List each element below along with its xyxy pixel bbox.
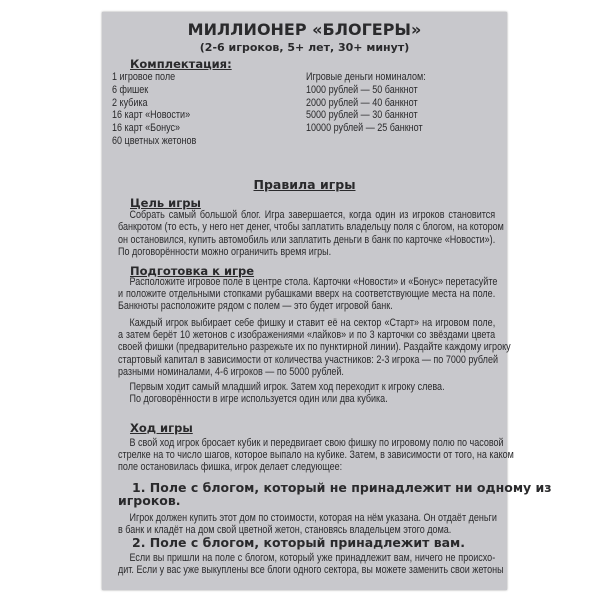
- money-heading: Игровые деньги номиналом:: [306, 71, 426, 83]
- case1-heading: 1. Поле с блогом, который не принадлежит ни одному из: [132, 480, 552, 495]
- goal-text-line: банкротом (то есть, у него нет денег, чтобы заплатить владельцу поля с блогом, на котором: [118, 221, 504, 233]
- prep-text-line: а затем берёт 10 жетонов с изображениями «лайков» и по 3 карточки со звёздами цвета: [118, 329, 496, 341]
- money-item: 5000 рублей — 30 банкнот: [306, 109, 418, 122]
- rules-page: [102, 12, 552, 590]
- prep-text-line: разными номиналами, 4-6 игроков — по 5000 рублей.: [118, 366, 344, 378]
- prep-text-line: Расположите игровое поле в центре стола. Карточки «Новости» и «Бонус» перетасуйте: [129, 276, 498, 288]
- kit-item: 16 карт «Бонус»: [112, 122, 181, 135]
- goal-text-line: Собрать самый большой блог. Игра завершается, когда один из игроков становится: [129, 209, 496, 221]
- prep-text-line: Каждый игрок выбирает себе фишку и ставит её на сектор «Старт» на игровом поле,: [129, 317, 496, 329]
- case1-text-line: в банк и кладёт на дом свой цветной жетон, становясь владельцем этого дома.: [118, 524, 452, 536]
- page-subtitle: (2-6 игроков, 5+ лет, 30+ минут): [199, 41, 410, 54]
- prep-text-line: Первым ходит самый младший игрок. Затем ход переходит к игроку слева.: [129, 381, 445, 393]
- kit-heading: Комплектация:: [130, 57, 232, 71]
- case2-heading: 2. Поле с блогом, который принадлежит вам.: [132, 535, 466, 550]
- case2-text-line: Если вы пришли на поле с блогом, который уже принадлежит вам, ничего не происхо-: [129, 552, 496, 564]
- money-item: 10000 рублей — 25 банкнот: [306, 122, 423, 135]
- kit-item: 16 карт «Новости»: [112, 109, 191, 122]
- prep-text-line: Банкноты расположите рядом с полем — это будет игровой банк.: [118, 300, 393, 312]
- page-title: МИЛЛИОНЕР «БЛОГЕРЫ»: [187, 20, 422, 39]
- turn-text-line: В свой ход игрок бросает кубик и передвигает свою фишку по игровому полю по часовой: [129, 437, 504, 449]
- kit-item: 2 кубика: [112, 96, 148, 109]
- kit-item: 60 цветных жетонов: [112, 135, 197, 147]
- money-item: 1000 рублей — 50 банкнот: [306, 83, 418, 96]
- kit-item: 6 фишек: [112, 83, 149, 96]
- prep-text-line: По договорённости в игре используется один или два кубика.: [129, 393, 388, 405]
- prep-text-line: и положите отдельными стопками рубашками вверх на соответствующие места на поле.: [118, 288, 496, 300]
- prep-text-line: стартовый капитал в зависимости от количества участников: 2-3 игрока — по 7000 рублей: [118, 354, 499, 366]
- case1-heading: игроков.: [118, 493, 181, 508]
- turn-text-line: стрелке на то число шагов, которое выпало на кубике. Затем, в зависимости от того, на каком: [118, 449, 514, 461]
- turn-text-line: поле остановилась фишка, игрок делает следующее:: [118, 461, 343, 473]
- prep-heading: Подготовка к игре: [130, 264, 255, 278]
- money-item: 2000 рублей — 40 банкнот: [306, 96, 418, 109]
- prep-text-line: своей фишки (предварительно разрежьте их по пунктирной линии). Раздайте каждому игроку: [118, 341, 511, 353]
- turn-heading: Ход игры: [130, 421, 193, 435]
- kit-item: 1 игровое поле: [112, 71, 176, 83]
- goal-heading: Цель игры: [130, 196, 201, 210]
- case1-text-line: Игрок должен купить этот дом по стоимости, которая на нём указана. Он отдаёт деньги: [129, 512, 497, 524]
- rules-title: Правила игры: [253, 177, 356, 192]
- case2-text-line: дит. Если у вас уже выкуплены все блоги одного сектора, вы можете заменить свои жетоны: [118, 564, 504, 576]
- goal-text-line: он остановился, купить автомобиль или заплатить деньги в банк по карточке «Новости»).: [118, 234, 496, 246]
- goal-text-line: По договорённости можно ограничить время игры.: [118, 246, 332, 258]
